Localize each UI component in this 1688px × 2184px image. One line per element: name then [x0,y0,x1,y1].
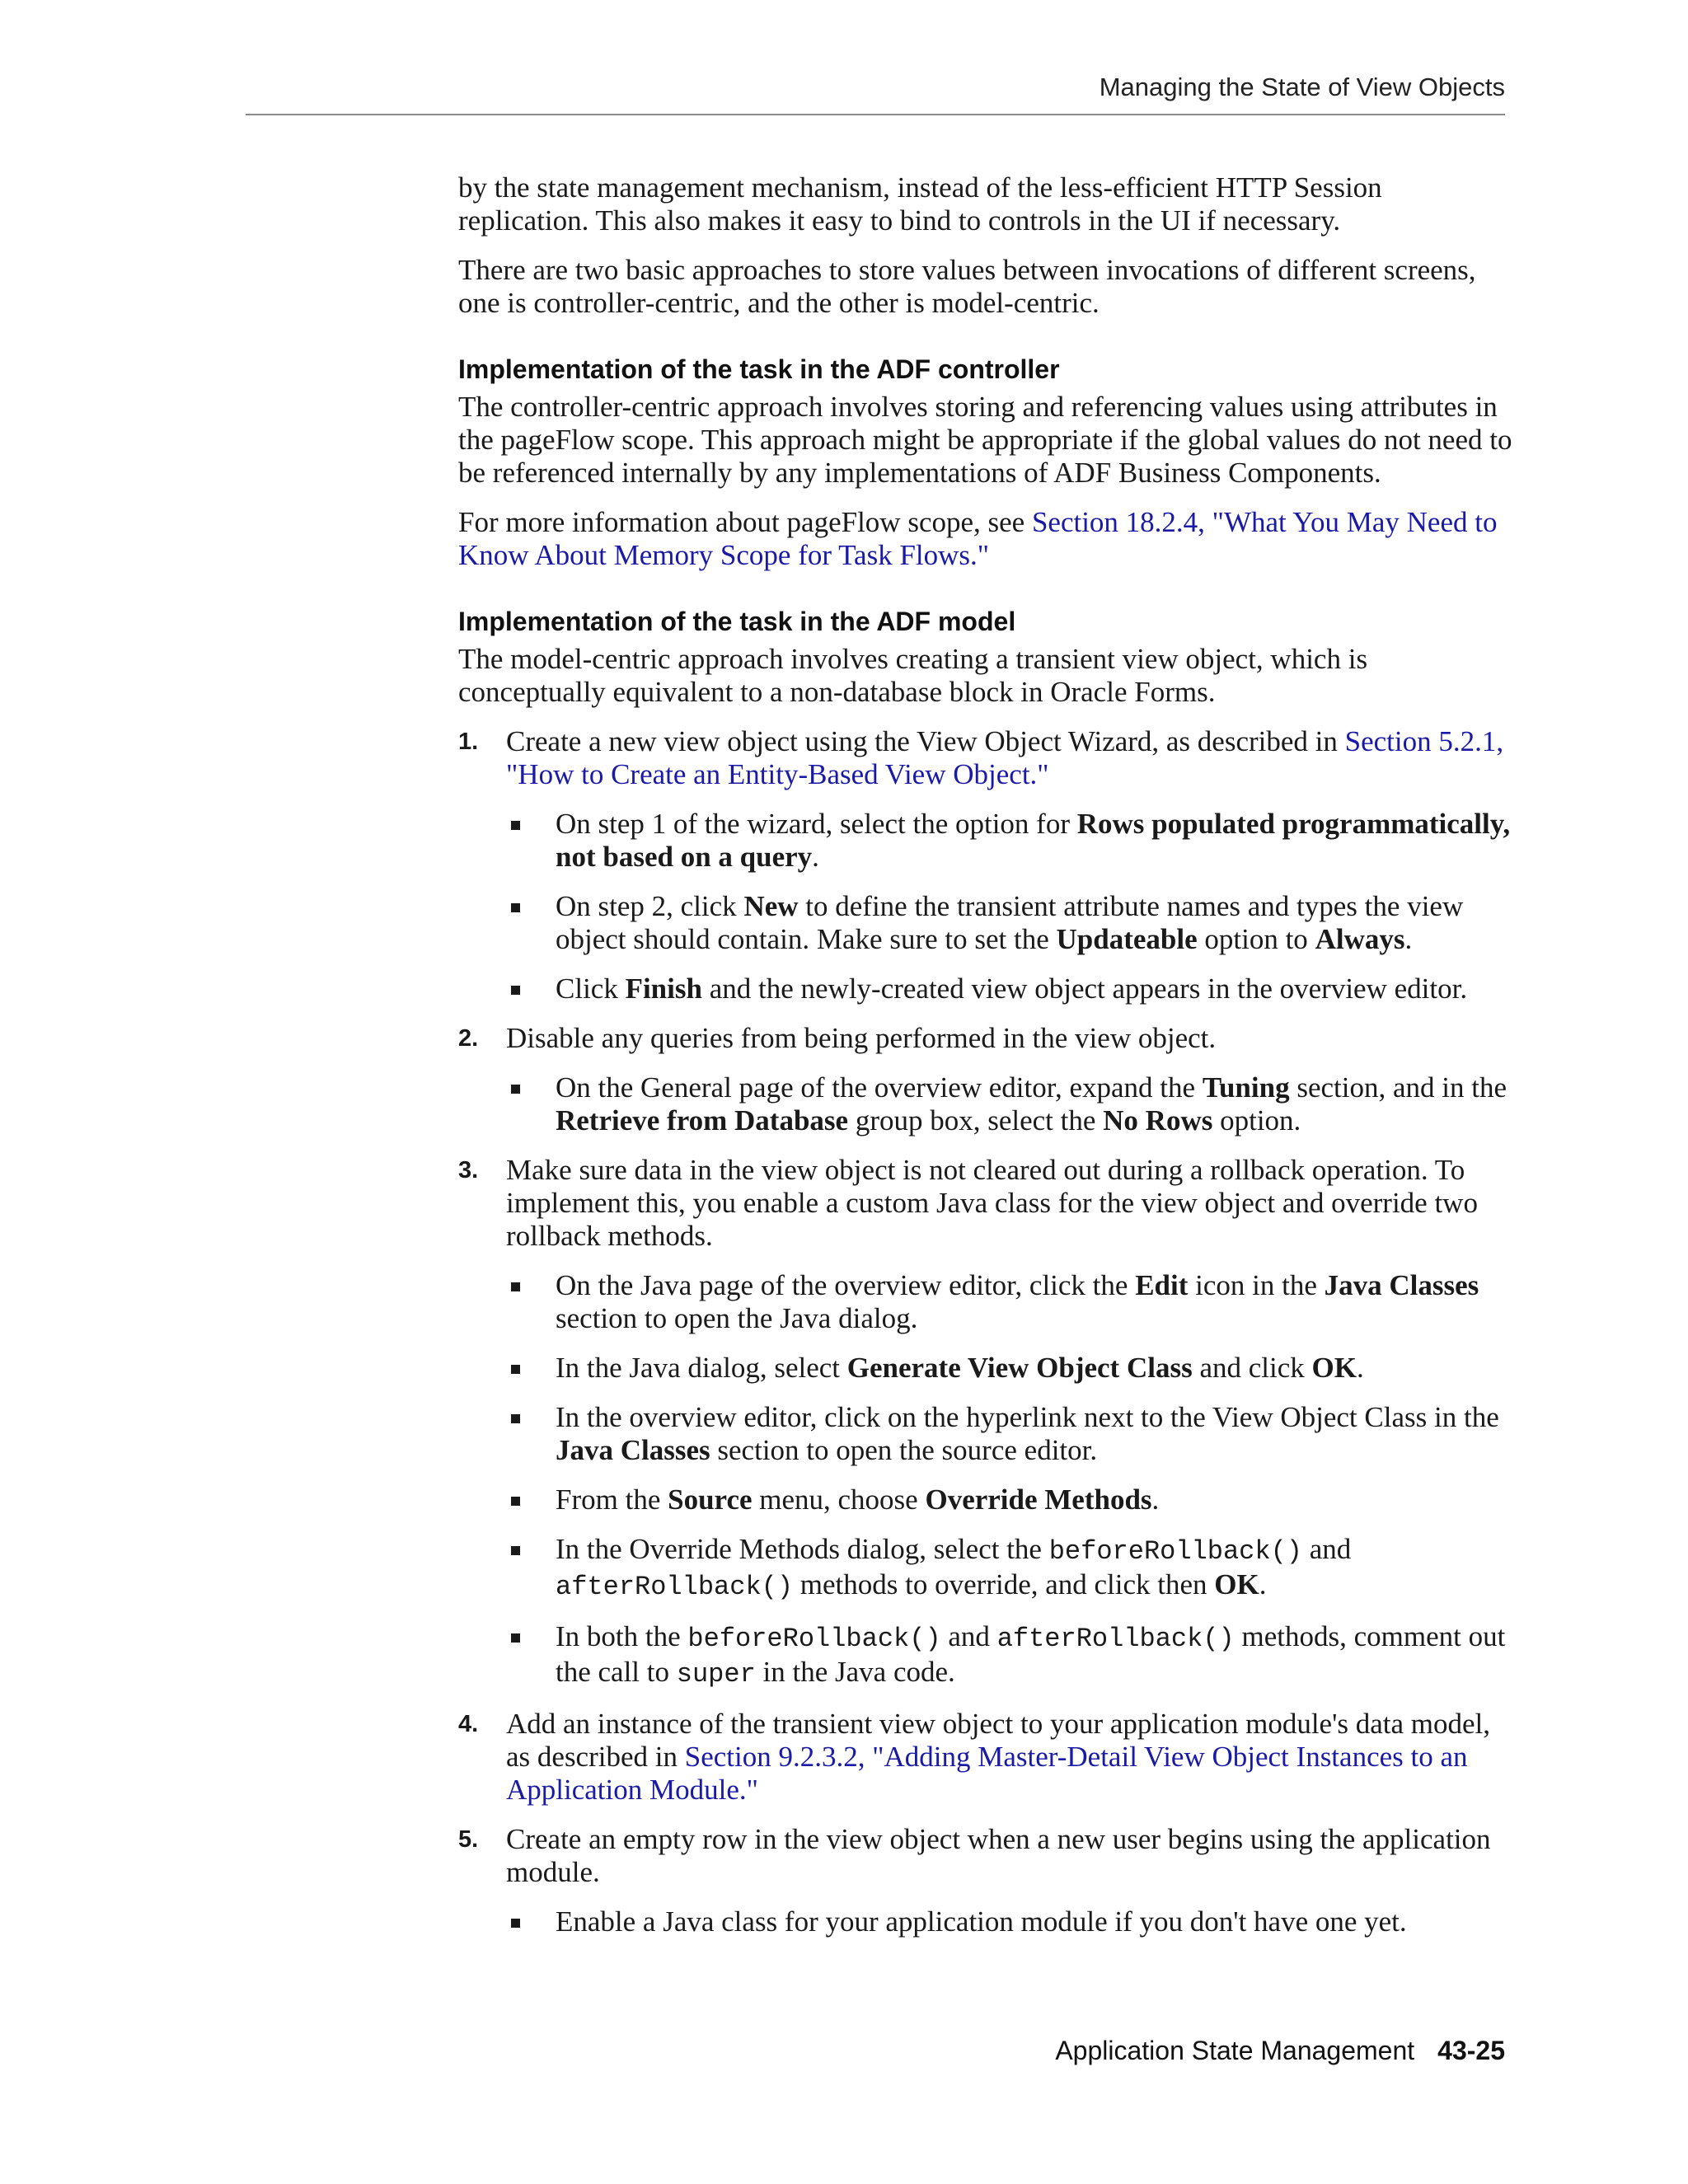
step-text: Create a new view object using the View Object Wizard, as described in [506,725,1345,757]
bullet-text: . [1356,1352,1364,1384]
bold-term: Source [668,1483,753,1516]
controller-section-heading: Implementation of the task in the ADF controller [458,354,1060,384]
bullet-item [506,1483,1517,1516]
square-bullet-icon [506,1533,556,1604]
header-divider [246,114,1505,115]
bold-term: Java Classes [556,1434,710,1466]
bullet-item [506,890,1517,956]
link-entity-based-view-object[interactable]: Section 5.2.1, "How to Create an Entity-Based View Object." [506,725,1504,790]
bullet-item [506,1905,1517,1938]
square-bullet-icon [506,1620,556,1691]
bullet-text: methods to override, and click then [793,1568,1215,1601]
running-footer [246,2036,1505,2066]
bullet-text: and [1301,1533,1352,1565]
step-text: Add an instance of the transient view object to your application module's data model, as described in [506,1708,1491,1773]
step-number: 5. [458,1826,479,1853]
square-bullet-icon [506,808,556,874]
bullet-text: in the Java code. [755,1656,955,1688]
bold-term: Java Classes [1324,1269,1479,1301]
code-method-name: beforeRollback() [687,1624,941,1654]
code-method-name: afterRollback() [556,1572,794,1602]
bullet-text: In the overview editor, click on the hyperlink next to the View Object Class in the [556,1401,1499,1433]
step-text: Create an empty row in the view object when a new user begins using the application module. [506,1823,1491,1888]
bullet-text: icon in the [1188,1269,1325,1301]
bullet-item [506,1401,1517,1467]
page-content [458,171,1517,1955]
bold-term: OK [1311,1352,1357,1384]
step-4 [458,1708,1517,1807]
bullet-item [506,1352,1517,1385]
bullet-text: . [1404,923,1413,955]
bullet-text: section, and in the [1289,1071,1507,1104]
step-body [506,1708,1517,1807]
step-number: 2. [458,1025,479,1052]
bullet-text: Click [556,972,626,1005]
step-3 [458,1154,1517,1691]
bullet-item [506,1071,1517,1137]
bullet-item [506,1533,1517,1604]
bullet-text: to define the transient attribute names and types the view object should contain. Make sure to set the [556,890,1464,955]
page-number: 43-25 [1437,2036,1505,2065]
bullet-text: In the Java dialog, select [556,1352,847,1384]
intro-paragraph-2: There are two basic approaches to store values between invocations of different screens, one is controller-centric, and the other is model-centric. [458,254,1476,319]
code-method-name: afterRollback() [996,1624,1235,1654]
model-section-heading: Implementation of the task in the ADF model [458,607,1016,636]
bullet-text: . [1259,1568,1267,1601]
square-bullet-icon [506,890,556,956]
bullet-text: group box, select the [848,1104,1104,1137]
bold-term: No Rows [1103,1104,1213,1137]
bold-term: Retrieve from Database [556,1104,849,1137]
bold-term: Override Methods [925,1483,1152,1516]
bold-term: Generate View Object Class [846,1352,1193,1384]
link-memory-scope-section[interactable]: Section 18.2.4, "What You May Need to Know About Memory Scope for Task Flows." [458,506,1498,571]
running-header: Managing the State of View Objects [1099,73,1505,101]
bullet-text: option. [1212,1104,1301,1137]
controller-paragraph-2-text: For more information about pageFlow scope, see [458,506,1032,538]
square-bullet-icon [506,972,556,1005]
step-number: 3. [458,1157,479,1183]
step-text: Disable any queries from being performed in the view object. [506,1022,1217,1054]
square-bullet-icon [506,1483,556,1516]
bullet-text: On the Java page of the overview editor, click the [556,1269,1136,1301]
bullet-item [506,972,1517,1005]
step-body [506,725,1517,1005]
bold-term: Always [1315,923,1405,955]
bold-term: OK [1214,1568,1259,1601]
bullet-text: option to [1197,923,1315,955]
footer-chapter-title: Application State Management [1055,2036,1415,2065]
bullet-text: and the newly-created view object appears in the overview editor. [701,972,1468,1005]
bold-term: New [743,890,799,922]
step-body [506,1154,1517,1691]
step-body [506,1022,1517,1137]
controller-paragraph-2 [458,506,1517,572]
square-bullet-icon [506,1071,556,1137]
step-number: 1. [458,729,479,755]
bold-term: Tuning [1202,1071,1290,1104]
bullet-text: menu, choose [752,1483,926,1516]
bullet-text: section to open the source editor. [710,1434,1098,1466]
bullet-text: In the Override Methods dialog, select the [556,1533,1049,1565]
step-1 [458,725,1517,1005]
step-body [506,1823,1517,1938]
step-5 [458,1823,1517,1938]
square-bullet-icon [506,1269,556,1335]
controller-paragraph-1: The controller-centric approach involves storing and referencing values using attributes in the pageFlow scope. This approach might be appropriate if the global values do not need to be referenced internally by any implementations of ADF Business Components. [458,391,1512,489]
code-method-name: beforeRollback() [1048,1536,1302,1567]
bold-term: Updateable [1056,923,1198,955]
square-bullet-icon [506,1401,556,1467]
model-paragraph-1: The model-centric approach involves creating a transient view object, which is conceptually equivalent to a non-database block in Oracle Forms. [458,643,1368,708]
link-master-detail-section[interactable]: Section 9.2.3.2, "Adding Master-Detail View Object Instances to an Application Module." [506,1741,1468,1806]
bullet-text: methods, comment out the call to [556,1620,1506,1688]
bullet-text: On the General page of the overview editor, expand the [556,1071,1203,1104]
bullet-text: . [1151,1483,1160,1516]
bullet-text: and [940,1620,997,1652]
bullet-item [506,1269,1517,1335]
bullet-text: On step 2, click [556,890,744,922]
step-number: 4. [458,1711,479,1737]
bullet-text: Enable a Java class for your application module if you don't have one yet. [556,1905,1407,1938]
step-text: Make sure data in the view object is not cleared out during a rollback operation. To implement this, you enable a custom Java class for the view object and override two rollback methods. [506,1154,1478,1252]
bold-term: Rows populated programmatically, not based on a query [556,808,1511,873]
intro-paragraph-1: by the state management mechanism, instead of the less-efficient HTTP Session replication. This also makes it easy to bind to controls in the UI if necessary. [458,171,1382,237]
bullet-text: On step 1 of the wizard, select the option for [556,808,1077,840]
bullet-item [506,808,1517,874]
square-bullet-icon [506,1352,556,1385]
bullet-text: and click [1192,1352,1312,1384]
bullet-text: section to open the Java dialog. [556,1302,918,1334]
bullet-text: In both the [556,1620,688,1652]
bold-term: Edit [1135,1269,1189,1301]
code-keyword: super [676,1659,756,1690]
square-bullet-icon [506,1905,556,1938]
bullet-text: From the [556,1483,668,1516]
bullet-text: . [812,841,819,873]
bold-term: Finish [625,972,702,1005]
bullet-item [506,1620,1517,1691]
step-2 [458,1022,1517,1137]
